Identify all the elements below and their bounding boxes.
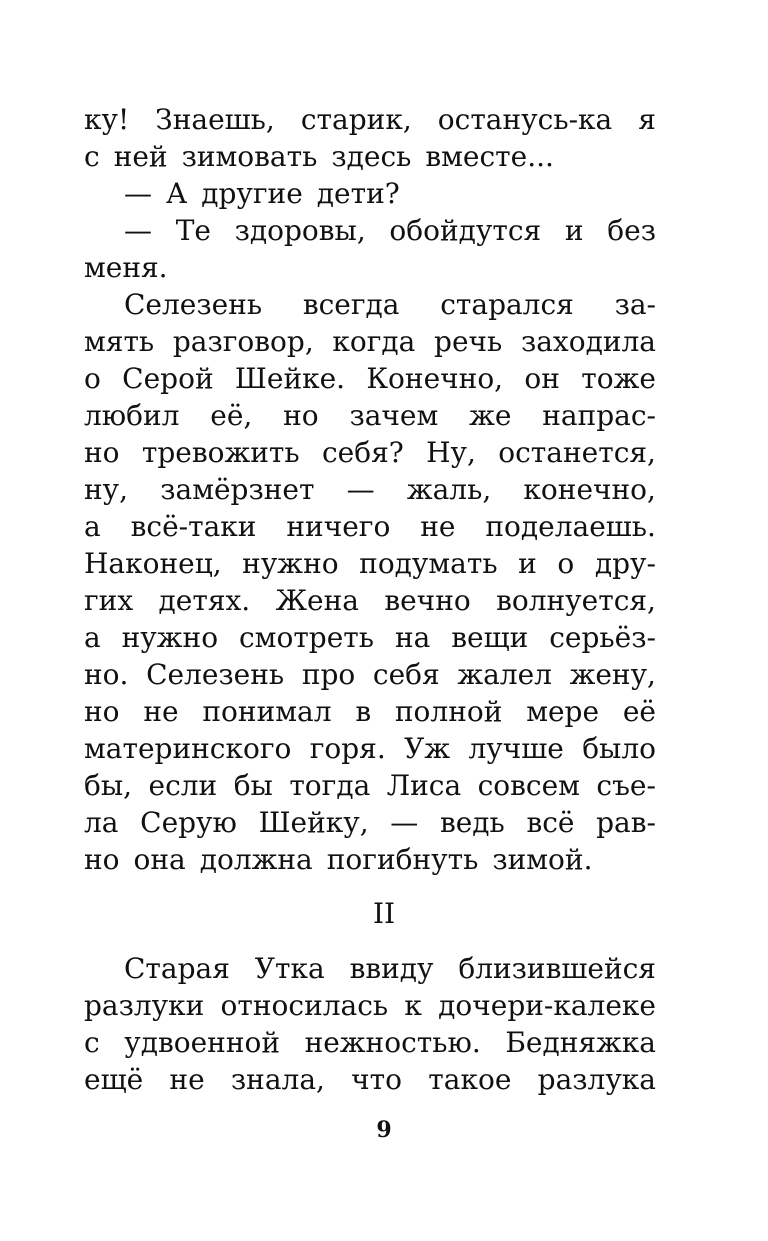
word: всё-таки bbox=[130, 510, 257, 543]
word: материнского bbox=[84, 732, 292, 765]
paragraph-3 bbox=[84, 212, 656, 286]
word: погибнуть bbox=[326, 843, 479, 876]
word: я bbox=[638, 103, 656, 136]
word: детях. bbox=[158, 584, 251, 617]
word: вечно bbox=[384, 584, 471, 617]
word: что bbox=[351, 1063, 403, 1096]
word: дети? bbox=[316, 177, 400, 210]
word: она bbox=[133, 843, 186, 876]
word: — bbox=[390, 806, 419, 839]
word: а bbox=[84, 621, 101, 654]
word: волнуется, bbox=[496, 584, 656, 617]
word: же bbox=[469, 399, 512, 432]
word: ла bbox=[84, 806, 119, 839]
word: жалел bbox=[457, 658, 552, 691]
word: близившейся bbox=[458, 952, 656, 985]
text-line bbox=[84, 767, 656, 804]
word: без bbox=[607, 214, 656, 247]
text-line bbox=[84, 471, 656, 508]
text-line bbox=[84, 175, 656, 212]
word: относилась bbox=[220, 989, 389, 1022]
word: с bbox=[84, 140, 100, 173]
word: Серую bbox=[140, 806, 237, 839]
word: замёрзнет bbox=[160, 473, 315, 506]
word: нужно bbox=[121, 621, 219, 654]
word: поделаешь. bbox=[485, 510, 656, 543]
text-line bbox=[84, 841, 656, 878]
word: Наконец, bbox=[84, 547, 222, 580]
text-line bbox=[84, 212, 656, 249]
word: и bbox=[564, 214, 584, 247]
word: ещё bbox=[84, 1063, 144, 1096]
word: Бедняжка bbox=[505, 1026, 656, 1059]
word: заходила bbox=[520, 325, 656, 358]
text-line bbox=[84, 101, 656, 138]
text-line bbox=[84, 804, 656, 841]
word: любил bbox=[84, 399, 180, 432]
word: жену, bbox=[569, 658, 656, 691]
word: меня. bbox=[84, 251, 168, 284]
text-line bbox=[84, 545, 656, 582]
word: бы bbox=[233, 769, 273, 802]
word: знала, bbox=[230, 1063, 325, 1096]
word: останется, bbox=[498, 436, 656, 469]
word: за- bbox=[614, 288, 656, 321]
section-heading: II bbox=[372, 897, 396, 930]
text-line bbox=[84, 323, 656, 360]
word: когда bbox=[332, 325, 416, 358]
word: здоровы, bbox=[234, 214, 366, 247]
word: разлуки bbox=[84, 989, 205, 1022]
word: тоже bbox=[581, 362, 656, 395]
text-line bbox=[84, 730, 656, 767]
word: мере bbox=[526, 695, 600, 728]
word: Шейке. bbox=[234, 362, 346, 395]
text-line bbox=[84, 656, 656, 693]
word: Конечно, bbox=[366, 362, 504, 395]
word: ввиду bbox=[349, 952, 434, 985]
word: ку! bbox=[84, 103, 130, 136]
word: — bbox=[124, 214, 152, 247]
word: на bbox=[394, 621, 431, 654]
word: но bbox=[283, 399, 319, 432]
word: — bbox=[346, 473, 375, 506]
word: Утка bbox=[254, 952, 325, 985]
word: горя. bbox=[309, 732, 386, 765]
word: всегда bbox=[302, 288, 400, 321]
word: лучше bbox=[468, 732, 564, 765]
word: Лиса bbox=[386, 769, 462, 802]
word: нужно bbox=[242, 547, 339, 580]
page-number: 9 bbox=[376, 1117, 392, 1143]
paragraph-1 bbox=[84, 101, 656, 175]
word: Ну, bbox=[426, 436, 476, 469]
text-line bbox=[84, 434, 656, 471]
word: ничего bbox=[286, 510, 391, 543]
text-line bbox=[84, 987, 656, 1024]
word: старик, bbox=[300, 103, 412, 136]
word: зимовать bbox=[181, 140, 318, 173]
word: разлука bbox=[537, 1063, 656, 1096]
word: Старая bbox=[124, 952, 230, 985]
word: здесь bbox=[331, 140, 412, 173]
word: гих bbox=[84, 584, 134, 617]
text-line bbox=[84, 1061, 656, 1098]
word: дру- bbox=[594, 547, 656, 580]
word: должна bbox=[199, 843, 313, 876]
text-line bbox=[84, 950, 656, 987]
word: Те bbox=[175, 214, 211, 247]
word: съе- bbox=[596, 769, 656, 802]
word: и bbox=[518, 547, 537, 580]
word: старался bbox=[440, 288, 574, 321]
word: зимой. bbox=[492, 843, 593, 876]
word: про bbox=[301, 658, 356, 691]
word: не bbox=[169, 1063, 205, 1096]
word: ну, bbox=[84, 473, 129, 506]
word: полной bbox=[394, 695, 503, 728]
paragraph-5 bbox=[84, 950, 656, 1098]
word: Шейку, bbox=[258, 806, 369, 839]
word: дочери-калеке bbox=[438, 989, 656, 1022]
word: напрас- bbox=[542, 399, 656, 432]
word: подумать bbox=[359, 547, 498, 580]
word: Знаешь, bbox=[155, 103, 275, 136]
word: такое bbox=[428, 1063, 512, 1096]
word: о bbox=[557, 547, 575, 580]
word: к bbox=[404, 989, 422, 1022]
text-line bbox=[84, 397, 656, 434]
word: себя? bbox=[321, 436, 404, 469]
word: о bbox=[84, 362, 101, 395]
text-line bbox=[84, 249, 656, 286]
word: Жена bbox=[275, 584, 359, 617]
word: бы, bbox=[84, 769, 133, 802]
word: разговор, bbox=[172, 325, 314, 358]
word: совсем bbox=[477, 769, 580, 802]
word: Селезень bbox=[124, 288, 263, 321]
word: но bbox=[84, 843, 120, 876]
word: понимал bbox=[202, 695, 332, 728]
word: рав- bbox=[596, 806, 656, 839]
word: было bbox=[582, 732, 656, 765]
word: но bbox=[84, 695, 120, 728]
text-line bbox=[84, 619, 656, 656]
word: её, bbox=[210, 399, 253, 432]
word: он bbox=[524, 362, 560, 395]
word: мять bbox=[84, 325, 155, 358]
text-line bbox=[84, 138, 656, 175]
paragraph-4 bbox=[84, 286, 656, 878]
word: не bbox=[420, 510, 456, 543]
word: обойдутся bbox=[389, 214, 542, 247]
text-line bbox=[84, 286, 656, 323]
word: нежностью. bbox=[304, 1026, 481, 1059]
text-line bbox=[84, 582, 656, 619]
word: ведь bbox=[439, 806, 505, 839]
word: Селезень bbox=[146, 658, 285, 691]
word: ней bbox=[113, 140, 168, 173]
word: другие bbox=[201, 177, 303, 210]
word: останусь-ка bbox=[437, 103, 613, 136]
word: а bbox=[84, 510, 101, 543]
word: тогда bbox=[289, 769, 371, 802]
word: жаль, bbox=[406, 473, 492, 506]
word: зачем bbox=[349, 399, 439, 432]
word: вещи bbox=[451, 621, 529, 654]
paragraph-2 bbox=[84, 175, 656, 212]
word: её bbox=[622, 695, 656, 728]
word: но. bbox=[84, 658, 129, 691]
text-line bbox=[84, 693, 656, 730]
word: если bbox=[148, 769, 218, 802]
word: всё bbox=[526, 806, 575, 839]
word: смотреть bbox=[239, 621, 375, 654]
word: серьёз- bbox=[549, 621, 656, 654]
word: удвоенной bbox=[124, 1026, 280, 1059]
text-line bbox=[84, 360, 656, 397]
word: Уж bbox=[404, 732, 451, 765]
text-line bbox=[84, 508, 656, 545]
text-line bbox=[84, 1024, 656, 1061]
word: не bbox=[143, 695, 179, 728]
word: тревожить bbox=[141, 436, 300, 469]
word: конечно, bbox=[523, 473, 656, 506]
word: вместе... bbox=[425, 140, 554, 173]
word: с bbox=[84, 1026, 100, 1059]
word: Серой bbox=[122, 362, 214, 395]
word: речь bbox=[434, 325, 503, 358]
word: себя bbox=[372, 658, 440, 691]
word: — bbox=[124, 177, 152, 210]
word: А bbox=[166, 177, 188, 210]
word: в bbox=[355, 695, 372, 728]
word: но bbox=[84, 436, 120, 469]
